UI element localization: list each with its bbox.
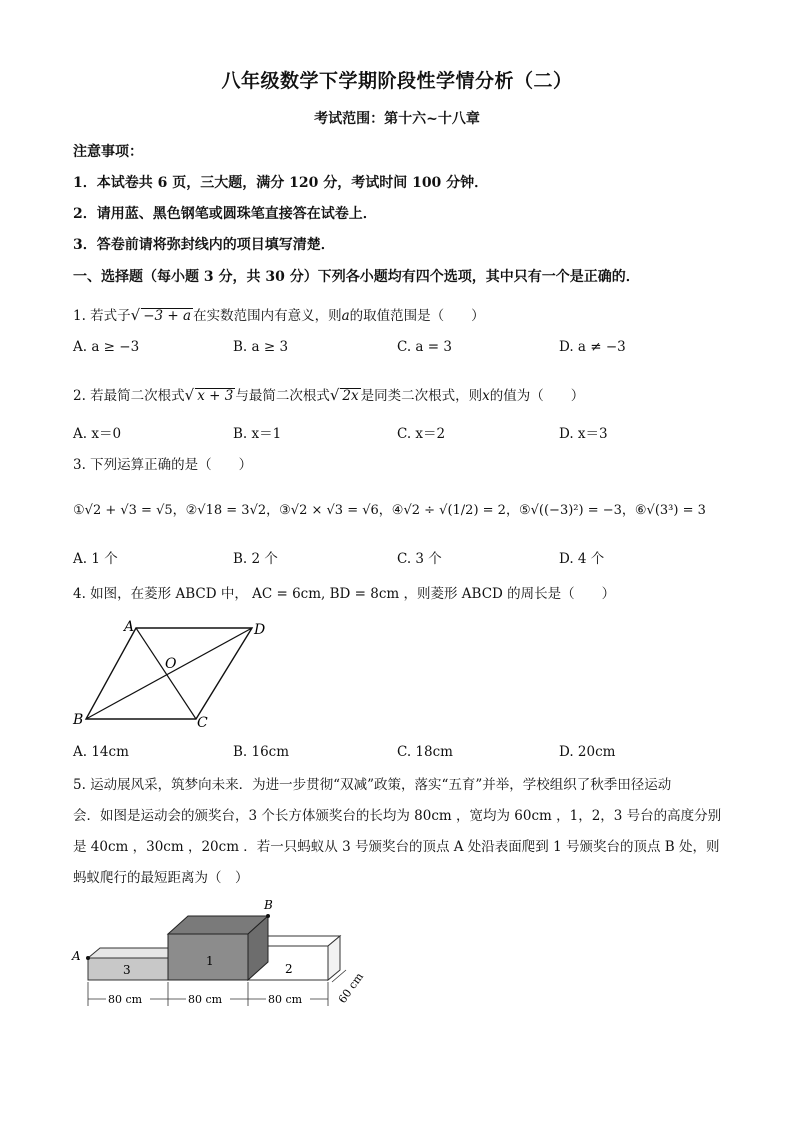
question-4-stem: 4. 如图，在菱形 ABCD 中， AC = 6cm, BD = 8cm ，则菱形 ABCD 的周长是（ ）	[73, 586, 616, 602]
q3-item: ②√18 = 3√2	[185, 503, 267, 518]
q4-option-d: D. 20cm	[559, 744, 616, 760]
q3-option-a: A. 1 个	[73, 551, 118, 567]
diagonal-ac	[136, 628, 196, 719]
q2-option-c: C. x＝2	[397, 426, 446, 442]
q1-option-b: B. a ≥ 3	[233, 339, 289, 355]
dimension-label: 80 cm	[108, 993, 143, 1006]
podium-3-top	[88, 948, 180, 958]
q3-option-d: D. 4 个	[559, 551, 605, 567]
section-heading: 一、选择题（每小题 3 分，共 30 分）下列各小题均有四个选项，其中只有一个是正确的．	[73, 269, 640, 285]
q4-option-c: C. 18cm	[397, 744, 453, 760]
q3-item: ⑤√((−3)²) = −3	[518, 503, 622, 518]
notice-item: 1．本试卷共 6 页，三大题，满分 120 分，考试时间 100 分钟．	[73, 175, 489, 191]
notice-item: 2．请用蓝、黑色钢笔或圆珠笔直接答在试卷上．	[73, 206, 377, 222]
q2-option-b: B. x＝1	[233, 426, 282, 442]
exam-scope: 考试范围：第十六~十八章	[314, 111, 480, 127]
point-b	[266, 914, 270, 918]
depth-label: 60 cm	[335, 970, 367, 1006]
q3-item: ④√2 ÷ √(1/2) = 2	[391, 503, 506, 518]
vertex-label-c: C	[197, 715, 208, 731]
podium-1-label: 1	[206, 954, 214, 968]
q3-item: ⑥√(3³) = 3	[634, 503, 706, 518]
podium-figure	[66, 896, 376, 1016]
vertex-label-d: D	[254, 622, 266, 638]
q1-option-d: D. a ≠ −3	[559, 339, 626, 355]
podium-2-label: 2	[285, 962, 293, 976]
q3-option-b: B. 2 个	[233, 551, 278, 567]
q1-option-c: C. a = 3	[397, 339, 452, 355]
q2-option-d: D. x＝3	[559, 426, 608, 442]
notice-item: 3．答卷前请将弥封线内的项目填写清楚．	[73, 237, 335, 253]
question-3-stem: 3. 下列运算正确的是（ ）	[73, 457, 253, 473]
q2-option-a: A. x＝0	[73, 426, 122, 442]
question-1-stem: 1. 若式子√ −3 + a 在实数范围内有意义，则a的取值范围是（ ）	[73, 306, 485, 324]
q3-item: ①√2 + √3 = √5	[73, 503, 173, 518]
point-b-label: B	[264, 898, 273, 912]
dimension-label: 80 cm	[268, 993, 303, 1006]
q4-option-a: A. 14cm	[73, 744, 129, 760]
dimension-label: 80 cm	[188, 993, 223, 1006]
q3-expressions: ①√2 + √3 = √5，②√18 = 3√2，③√2 × √3 = √6，④√2 ÷ √(1/2) = 2，⑤√((−3)²) = −3，⑥√(3³) = 3	[73, 503, 706, 518]
notice-heading: 注意事项：	[73, 144, 143, 160]
page-title: 八年级数学下学期阶段性学情分析（二）	[221, 70, 573, 92]
vertex-label-a: A	[124, 619, 135, 635]
q4-option-b: B. 16cm	[233, 744, 290, 760]
point-a-label: A	[72, 949, 81, 963]
q1-radicand: −3 + a	[143, 308, 192, 324]
q3-item: ③√2 × √3 = √6	[279, 503, 379, 518]
q1-option-a: A. a ≥ −3	[73, 339, 140, 355]
vertex-label-b: B	[73, 712, 84, 728]
center-label-o: O	[165, 656, 177, 672]
podium-3-label: 3	[123, 963, 131, 977]
question-2-stem: 2. 若最简二次根式√ x + 3 与最简二次根式√ 2x 是同类二次根式，则x的值为（ ）	[73, 386, 585, 404]
question-5-stem: 5. 运动展风采，筑梦向未来．为进一步贯彻“双减”政策，落实“五育”并举，学校组织了秋季田径运动 会．如图是运动会的颁奖台，3 个长方体颁奖台的长均为 80cm ，宽均为 60cm ，1，2，3 号台的高度分别 是 40cm ，30cm ，20cm ．若一只蚂蚁从 3 号颁奖台的顶点 A 处沿表面爬到 1 号颁奖台的顶点 B 处，则 蚂蚁爬行的最短距离为（ ）	[73, 777, 722, 886]
q3-option-c: C. 3 个	[397, 551, 442, 567]
rhombus-figure	[70, 616, 280, 734]
point-a	[86, 956, 90, 960]
